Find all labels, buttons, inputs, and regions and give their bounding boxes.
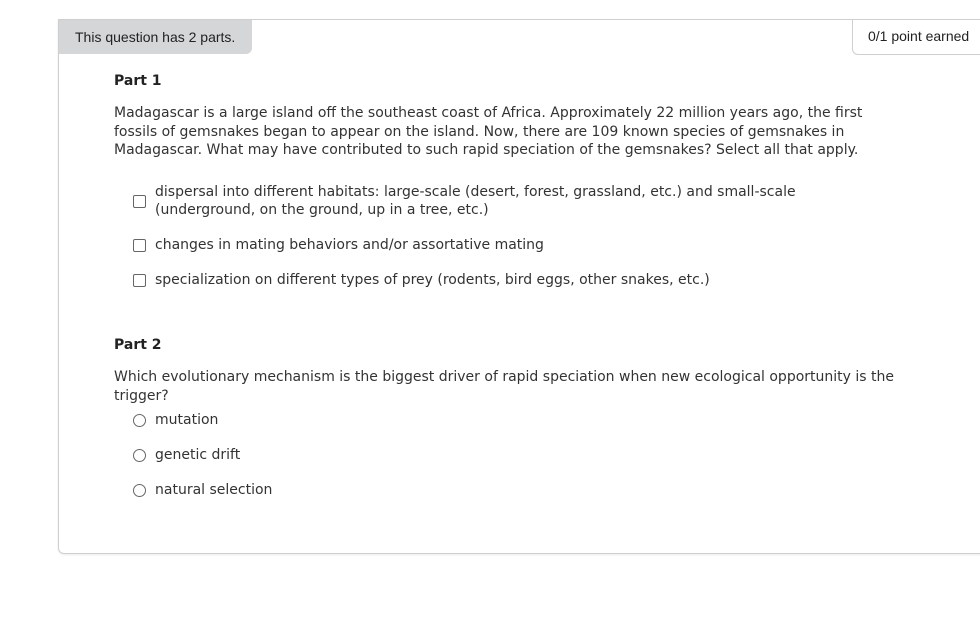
part-2-option-natural-selection[interactable] [133, 481, 873, 499]
checkbox[interactable] [133, 239, 146, 252]
option-label: changes in mating behaviors and/or assortative mating [155, 237, 544, 253]
radio-button[interactable] [133, 414, 146, 427]
option-label: dispersal into different habitats: large-scale (desert, forest, grassland, etc.) and small-scale (underground, on the ground, up in a tree, etc.) [155, 184, 796, 218]
option-label: natural selection [155, 482, 273, 498]
option-label: genetic drift [155, 447, 241, 463]
part-2-option-genetic-drift[interactable] [133, 446, 873, 464]
part-2-option-mutation[interactable] [133, 411, 873, 429]
part-2-question: Which evolutionary mechanism is the biggest driver of rapid speciation when new ecological opportunity is the trigger? [114, 369, 894, 404]
parts-count-tab: This question has 2 parts. [59, 20, 252, 54]
radio-button[interactable] [133, 484, 146, 497]
part-1-question: Madagascar is a large island off the southeast coast of Africa. Approximately 22 million years ago, the first fossils of gemsnakes began to appear on the island. Now, there are 109 known species of gemsnakes in Madagascar. What may have contributed to such rapid speciation of the gemsnakes? Select all that apply. [114, 105, 863, 158]
option-label: mutation [155, 412, 219, 428]
option-label: specialization on different types of prey (rodents, bird eggs, other snakes, etc.) [155, 272, 710, 288]
part-1-option-prey[interactable] [133, 271, 873, 289]
part-1-heading: Part 1 [114, 73, 162, 89]
part-2-heading: Part 2 [114, 337, 162, 353]
part-1-option-habitats[interactable] [133, 183, 873, 219]
question-card [58, 19, 980, 554]
checkbox[interactable] [133, 195, 146, 208]
part-1-option-mating[interactable] [133, 236, 873, 254]
checkbox[interactable] [133, 274, 146, 287]
radio-button[interactable] [133, 449, 146, 462]
points-earned-badge: 0/1 point earned [852, 20, 980, 55]
